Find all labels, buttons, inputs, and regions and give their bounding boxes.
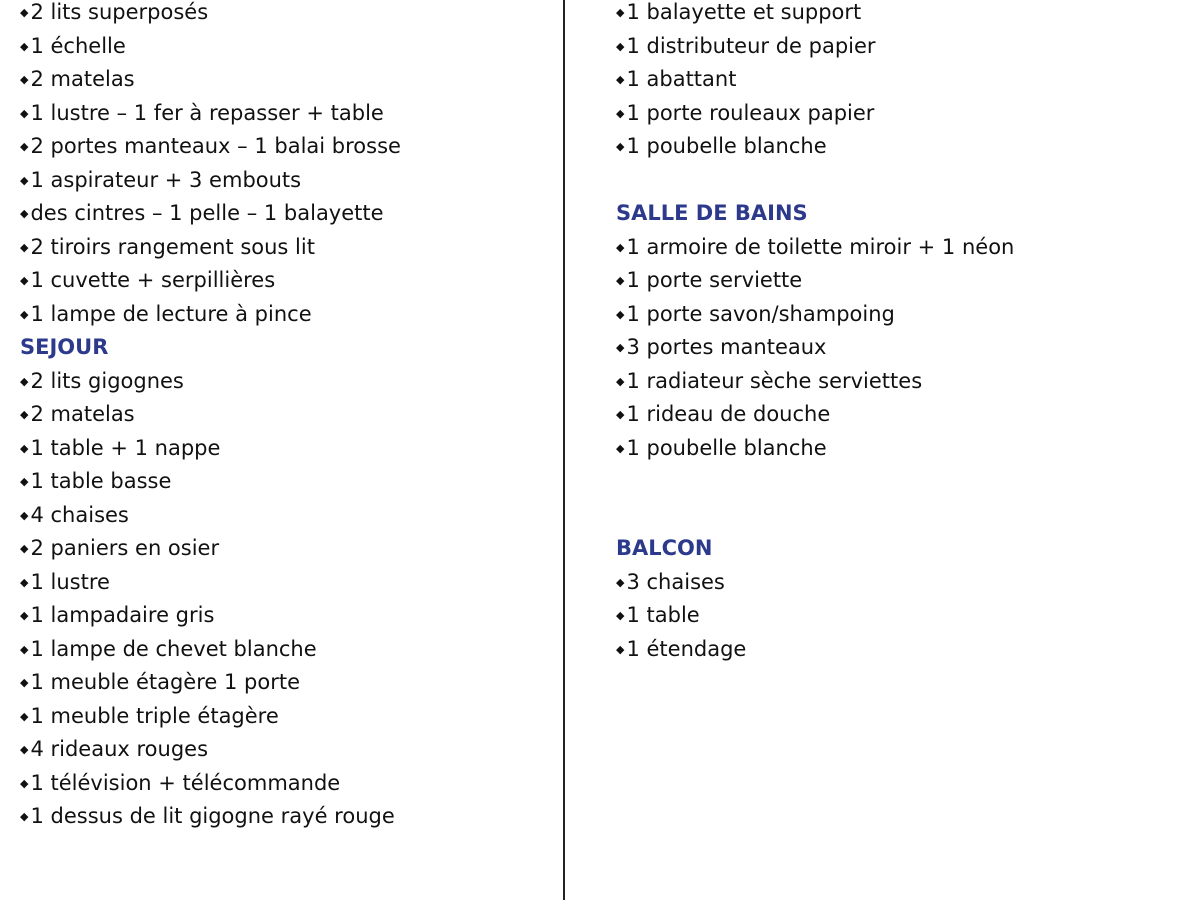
bullet-icon: ◆ [20, 441, 29, 455]
bullet-icon: ◆ [616, 575, 625, 589]
item-text: 4 chaises [30, 502, 129, 527]
list-item [20, 767, 550, 801]
list-item [20, 465, 550, 499]
item-text: 2 lits gigognes [30, 368, 184, 393]
bullet-icon: ◆ [20, 274, 29, 287]
item-text: 1 aspirateur + 3 embouts [30, 167, 302, 192]
list-item [20, 97, 550, 131]
item-text: 1 table basse [30, 469, 172, 493]
list-item [616, 63, 1186, 97]
item-text: 2 portes manteaux – 1 balai brosse [30, 134, 401, 158]
bullet-icon: ◆ [20, 776, 29, 790]
list-item [616, 0, 1186, 30]
bullet-icon: ◆ [20, 408, 29, 421]
bullet-icon: ◆ [616, 6, 625, 19]
item-text: 1 porte rouleaux papier [626, 100, 875, 125]
spacer [616, 164, 1186, 198]
item-text: 1 cuvette + serpillières [30, 268, 276, 292]
list-item [20, 432, 550, 466]
bullet-icon: ◆ [20, 676, 29, 689]
item-text: 1 dessus de lit gigogne rayé rouge [30, 804, 395, 828]
bullet-icon: ◆ [20, 6, 29, 19]
bullet-icon: ◆ [20, 508, 29, 522]
list-item [616, 365, 1186, 399]
bullet-icon: ◆ [20, 374, 29, 388]
bullet-icon: ◆ [20, 709, 29, 723]
list-item [616, 331, 1186, 365]
list-item [616, 264, 1186, 298]
bullet-icon: ◆ [20, 240, 29, 254]
bullet-icon: ◆ [616, 642, 625, 656]
bullet-icon: ◆ [20, 810, 29, 823]
salle-de-bains-list [616, 231, 1186, 466]
bullet-icon: ◆ [20, 140, 29, 153]
bullet-icon: ◆ [616, 307, 625, 321]
list-item [616, 633, 1186, 667]
balcon-list [616, 566, 1186, 667]
item-text: 1 table + 1 nappe [30, 435, 221, 460]
item-text: 1 télévision + télécommande [30, 770, 341, 795]
spacer [616, 499, 1186, 533]
sejour-list [20, 365, 550, 834]
item-text: 1 porte savon/shampoing [626, 301, 895, 326]
bullet-icon: ◆ [20, 743, 29, 756]
column-divider [563, 0, 565, 900]
bullet-icon: ◆ [616, 341, 625, 354]
left-column [20, 0, 550, 834]
right-column [616, 0, 1186, 666]
bullet-icon: ◆ [20, 475, 29, 488]
list-item [20, 599, 550, 633]
item-text: 1 étendage [626, 636, 747, 661]
bullet-icon: ◆ [616, 73, 625, 86]
list-item [20, 130, 550, 164]
bullet-icon: ◆ [616, 106, 625, 120]
list-item [616, 30, 1186, 64]
list-item [20, 499, 550, 533]
item-text: 1 poubelle blanche [626, 435, 827, 460]
list-item [20, 398, 550, 432]
bullet-icon: ◆ [20, 73, 29, 86]
left-top-list [20, 0, 550, 331]
item-text: 1 lustre [30, 569, 110, 594]
item-text: 1 meuble triple étagère [30, 703, 279, 728]
item-text: 1 lustre – 1 fer à repasser + table [30, 100, 384, 125]
item-text: 1 distributeur de papier [626, 33, 876, 58]
list-item [20, 800, 550, 834]
list-item [616, 97, 1186, 131]
list-item [20, 633, 550, 667]
item-text: 2 lits superposés [30, 0, 209, 24]
section-heading-sejour: SEJOUR [20, 335, 109, 359]
section-heading-balcon: BALCON [616, 536, 713, 560]
list-item [20, 700, 550, 734]
list-item [616, 566, 1186, 600]
bullet-icon: ◆ [20, 609, 29, 622]
list-item [616, 432, 1186, 466]
list-item [20, 197, 550, 231]
list-item [20, 365, 550, 399]
bullet-icon: ◆ [616, 140, 625, 153]
bullet-icon: ◆ [616, 441, 625, 455]
list-item [20, 164, 550, 198]
item-text: 1 abattant [626, 67, 737, 91]
list-item [20, 666, 550, 700]
item-text: 1 rideau de douche [626, 402, 831, 426]
bullet-icon: ◆ [20, 173, 29, 187]
item-text: 1 lampe de chevet blanche [30, 636, 317, 661]
bullet-icon: ◆ [616, 609, 625, 622]
bullet-icon: ◆ [20, 542, 29, 555]
item-text: 1 lampe de lecture à pince [30, 301, 312, 326]
item-text: 1 poubelle blanche [626, 134, 827, 158]
item-text: des cintres – 1 pelle – 1 balayette [30, 201, 384, 225]
item-text: 1 échelle [30, 33, 126, 58]
section-heading-salle-de-bains: SALLE DE BAINS [616, 201, 808, 225]
item-text: 1 radiateur sèche serviettes [626, 368, 923, 393]
item-text: 1 porte serviette [626, 268, 803, 292]
item-text: 1 armoire de toilette miroir + 1 néon [626, 234, 1015, 259]
item-text: 4 rideaux rouges [30, 737, 209, 761]
item-text: 2 matelas [30, 67, 135, 91]
list-item [20, 231, 550, 265]
list-item [616, 130, 1186, 164]
bullet-icon: ◆ [616, 374, 625, 388]
bullet-icon: ◆ [20, 307, 29, 321]
bullet-icon: ◆ [20, 106, 29, 120]
item-text: 1 table [626, 603, 700, 627]
bullet-icon: ◆ [616, 240, 625, 254]
bullet-icon: ◆ [616, 274, 625, 287]
item-text: 3 chaises [626, 569, 725, 594]
bullet-icon: ◆ [20, 575, 29, 589]
bullet-icon: ◆ [616, 408, 625, 421]
list-item [20, 298, 550, 332]
item-text: 3 portes manteaux [626, 335, 827, 359]
list-item [616, 231, 1186, 265]
list-item [20, 30, 550, 64]
item-text: 2 paniers en osier [30, 536, 220, 560]
list-item [616, 599, 1186, 633]
list-item [20, 0, 550, 30]
list-item [20, 63, 550, 97]
list-item [616, 398, 1186, 432]
item-text: 2 matelas [30, 402, 135, 426]
list-item [616, 298, 1186, 332]
bullet-icon: ◆ [20, 39, 29, 53]
bullet-icon: ◆ [20, 207, 29, 220]
right-top-list [616, 0, 1186, 164]
list-item [20, 566, 550, 600]
item-text: 1 meuble étagère 1 porte [30, 670, 300, 694]
bullet-icon: ◆ [20, 642, 29, 656]
list-item [20, 532, 550, 566]
bullet-icon: ◆ [616, 39, 625, 53]
list-item [20, 733, 550, 767]
item-text: 1 lampadaire gris [30, 603, 215, 627]
item-text: 2 tiroirs rangement sous lit [30, 234, 315, 259]
list-item [20, 264, 550, 298]
spacer [616, 465, 1186, 499]
item-text: 1 balayette et support [626, 0, 862, 24]
